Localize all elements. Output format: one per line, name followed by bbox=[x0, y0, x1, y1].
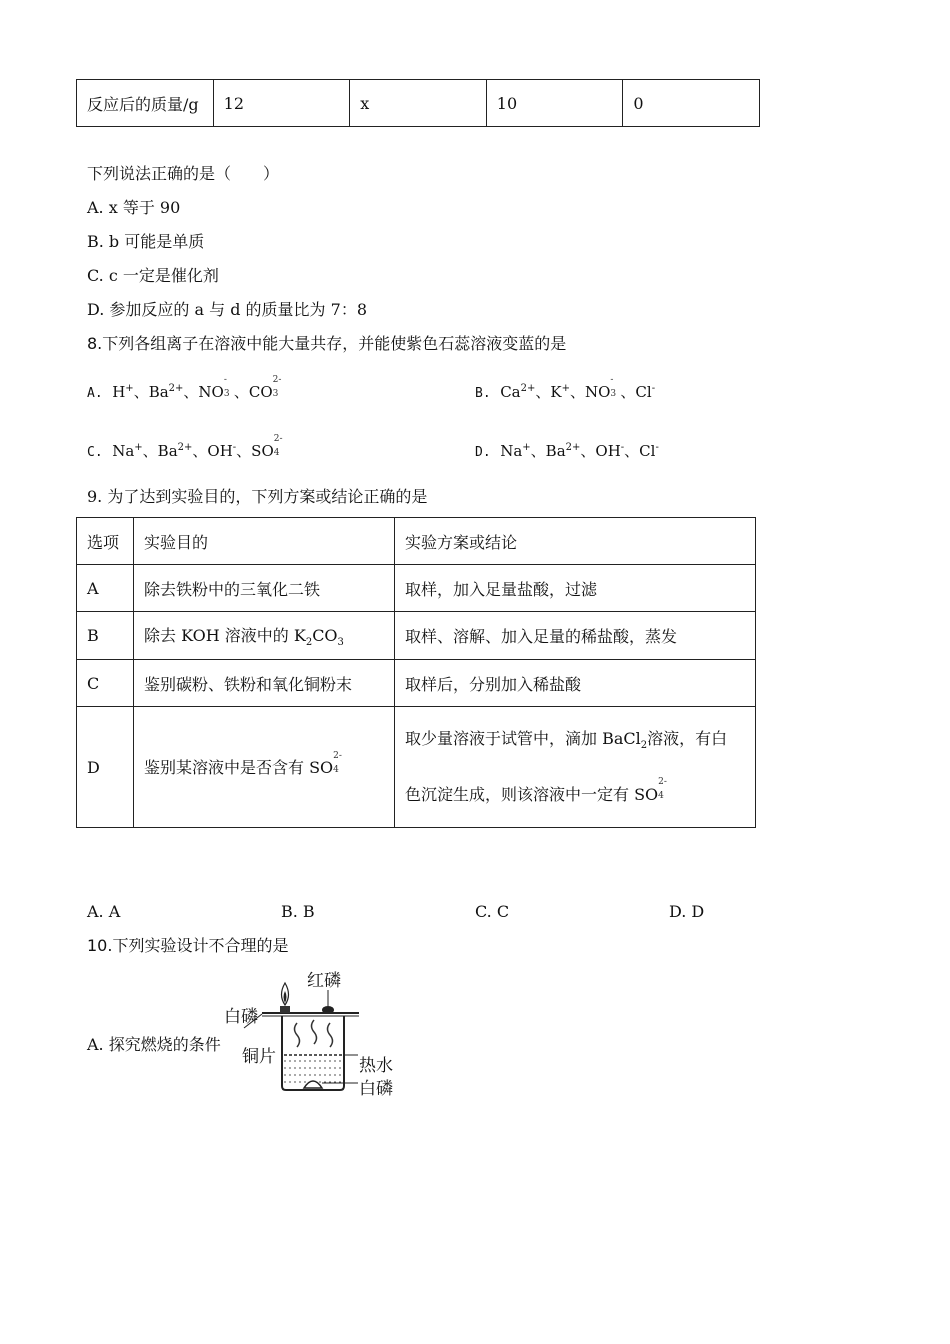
q7-option-c: C. c 一定是催化剂 bbox=[87, 266, 219, 285]
q8-option-d: D. Na+、$Ba^{2+}$、OH-、Cl- bbox=[475, 442, 659, 460]
table-cell-label: 反应后的质量/g bbox=[77, 80, 214, 127]
table-cell: B bbox=[77, 612, 134, 660]
q9-answer-b: B. B bbox=[281, 902, 315, 921]
table-cell: 取样后，分别加入稀盐酸 bbox=[395, 660, 756, 707]
table-cell: 取样，加入足量盐酸，过滤 bbox=[395, 565, 756, 612]
q7-option-b: B. b 可能是单质 bbox=[87, 232, 205, 251]
table-header: 选项 bbox=[77, 518, 134, 565]
q9-answer-d: D. D bbox=[669, 902, 705, 921]
table-cell: 10 bbox=[486, 80, 623, 127]
table-cell: 0 bbox=[623, 80, 760, 127]
label-white-phosphorus-bottom: 白磷 bbox=[359, 1079, 393, 1099]
label-hot-water: 热水 bbox=[359, 1056, 393, 1076]
table-cell: C bbox=[77, 660, 134, 707]
table-cell: 除去 KOH 溶液中的 $K_2CO_3$ bbox=[134, 612, 395, 660]
q8-option-a: A. H+、$Ba^{2+}$、NO - 3 、CO 2- 3 bbox=[87, 375, 282, 401]
top-table bbox=[76, 79, 760, 127]
q7-option-a: A. x 等于 90 bbox=[87, 198, 181, 217]
table-cell: 取样、溶解、加入足量的稀盐酸，蒸发 bbox=[395, 612, 756, 660]
q7-stem: 下列说法正确的是（ ） bbox=[87, 164, 280, 183]
table-row bbox=[77, 707, 756, 828]
q9-table bbox=[76, 517, 756, 828]
q10-option-a: A. 探究燃烧的条件 bbox=[87, 1035, 221, 1054]
table-cell: 12 bbox=[213, 80, 350, 127]
table-row bbox=[77, 565, 756, 612]
table-row bbox=[77, 612, 756, 660]
table-cell: A bbox=[77, 565, 134, 612]
q9-stem: 9. 为了达到实验目的，下列方案或结论正确的是 bbox=[87, 487, 428, 506]
table-cell: 鉴别某溶液中是否含有 SO 2- 4 bbox=[134, 707, 395, 828]
q9-answer-a: A. A bbox=[87, 902, 121, 921]
label-red-phosphorus: 红磷 bbox=[307, 971, 341, 991]
table-cell: 鉴别碳粉、铁粉和氧化铜粉末 bbox=[134, 660, 395, 707]
label-white-phosphorus-top: 白磷 bbox=[224, 1007, 258, 1027]
table-cell: 取少量溶液于试管中，滴加 BaCl$_2$溶液，有白 色沉淀生成，则该溶液中一定有 SO 2- 4 bbox=[395, 707, 756, 828]
q7-option-d: D. 参加反应的 a 与 d 的质量比为 7：8 bbox=[87, 300, 368, 319]
table-header: 实验方案或结论 bbox=[395, 518, 756, 565]
table-cell: D bbox=[77, 707, 134, 828]
table-cell: 除去铁粉中的三氧化二铁 bbox=[134, 565, 395, 612]
table-header: 实验目的 bbox=[134, 518, 395, 565]
q9-answer-c: C. C bbox=[475, 902, 510, 921]
q8-option-c: C. Na+、$Ba^{2+}$、OH-、SO 2- 4 bbox=[87, 434, 283, 460]
table-row bbox=[77, 660, 756, 707]
table-cell: x bbox=[350, 80, 487, 127]
combustion-apparatus-figure bbox=[222, 968, 402, 1098]
q8-option-b: B. $Ca^{2+}$、K+、NO - 3 、Cl- bbox=[475, 375, 656, 401]
q10-stem: 10.下列实验设计不合理的是 bbox=[87, 936, 289, 955]
q8-stem: 8.下列各组离子在溶液中能大量共存，并能使紫色石蕊溶液变蓝的是 bbox=[87, 334, 567, 353]
label-copper-plate: 铜片 bbox=[242, 1047, 276, 1067]
